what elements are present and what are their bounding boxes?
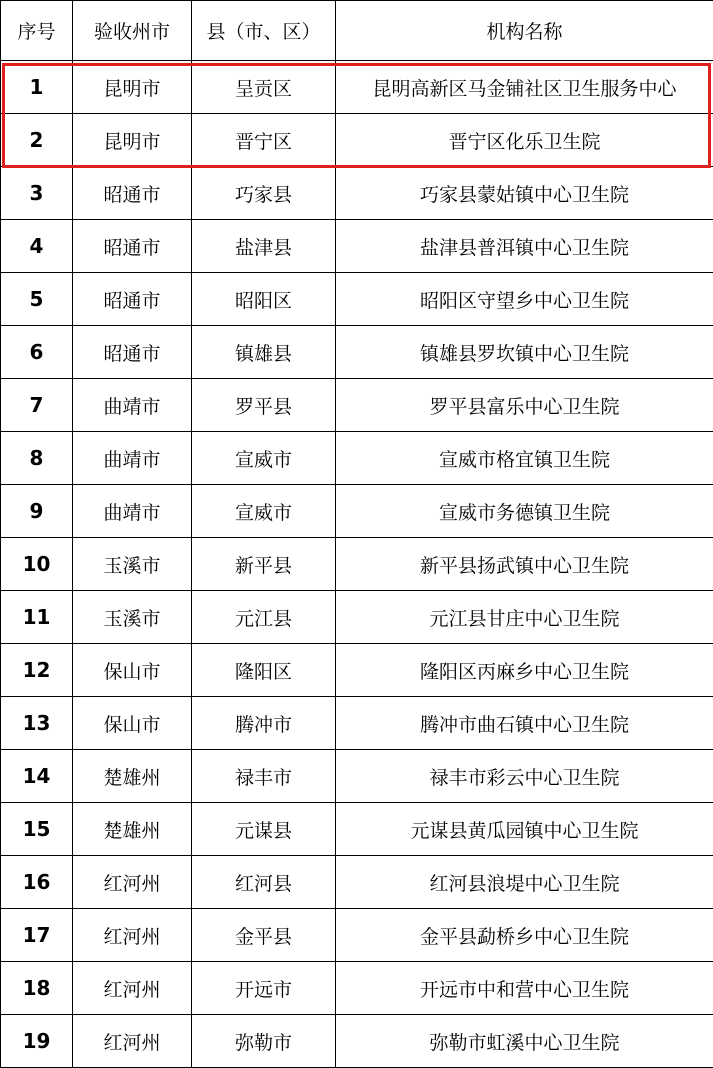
cell-acceptance-city: 玉溪市 — [73, 538, 192, 591]
cell-serial-number: 9 — [1, 485, 73, 538]
cell-county: 宣威市 — [192, 432, 336, 485]
cell-acceptance-city: 昭通市 — [73, 326, 192, 379]
cell-county: 盐津县 — [192, 220, 336, 273]
table-row — [1, 697, 713, 750]
table-row — [1, 591, 713, 644]
cell-acceptance-city: 昭通市 — [73, 220, 192, 273]
cell-acceptance-city: 曲靖市 — [73, 379, 192, 432]
table-row — [1, 326, 713, 379]
cell-institution-name: 新平县扬武镇中心卫生院 — [336, 538, 713, 591]
cell-county: 元江县 — [192, 591, 336, 644]
cell-institution-name: 昆明高新区马金铺社区卫生服务中心 — [336, 61, 713, 114]
cell-county: 昭阳区 — [192, 273, 336, 326]
cell-serial-number: 14 — [1, 750, 73, 803]
cell-institution-name: 弥勒市虹溪中心卫生院 — [336, 1015, 713, 1068]
cell-county: 腾冲市 — [192, 697, 336, 750]
table-row — [1, 803, 713, 856]
cell-serial-number: 1 — [1, 61, 73, 114]
table-row — [1, 432, 713, 485]
header-institution-name: 机构名称 — [336, 1, 713, 61]
cell-institution-name: 金平县勐桥乡中心卫生院 — [336, 909, 713, 962]
cell-county: 宣威市 — [192, 485, 336, 538]
cell-county: 巧家县 — [192, 167, 336, 220]
cell-serial-number: 19 — [1, 1015, 73, 1068]
cell-serial-number: 7 — [1, 379, 73, 432]
table-row — [1, 644, 713, 697]
cell-institution-name: 红河县浪堤中心卫生院 — [336, 856, 713, 909]
cell-serial-number: 13 — [1, 697, 73, 750]
cell-acceptance-city: 曲靖市 — [73, 485, 192, 538]
cell-acceptance-city: 昭通市 — [73, 273, 192, 326]
cell-serial-number: 5 — [1, 273, 73, 326]
cell-county: 隆阳区 — [192, 644, 336, 697]
cell-serial-number: 4 — [1, 220, 73, 273]
cell-acceptance-city: 楚雄州 — [73, 750, 192, 803]
cell-institution-name: 盐津县普洱镇中心卫生院 — [336, 220, 713, 273]
header-serial-number: 序号 — [1, 1, 73, 61]
table-row — [1, 167, 713, 220]
cell-institution-name: 元江县甘庄中心卫生院 — [336, 591, 713, 644]
cell-institution-name: 宣威市格宜镇卫生院 — [336, 432, 713, 485]
cell-county: 开远市 — [192, 962, 336, 1015]
cell-acceptance-city: 红河州 — [73, 1015, 192, 1068]
table-row — [1, 962, 713, 1015]
cell-serial-number: 2 — [1, 114, 73, 167]
table-row — [1, 538, 713, 591]
cell-institution-name: 腾冲市曲石镇中心卫生院 — [336, 697, 713, 750]
cell-county: 镇雄县 — [192, 326, 336, 379]
cell-county: 新平县 — [192, 538, 336, 591]
table-row — [1, 379, 713, 432]
table-row — [1, 61, 713, 114]
table-row — [1, 220, 713, 273]
cell-serial-number: 18 — [1, 962, 73, 1015]
cell-institution-name: 隆阳区丙麻乡中心卫生院 — [336, 644, 713, 697]
cell-institution-name: 昭阳区守望乡中心卫生院 — [336, 273, 713, 326]
cell-serial-number: 12 — [1, 644, 73, 697]
cell-serial-number: 8 — [1, 432, 73, 485]
cell-acceptance-city: 红河州 — [73, 962, 192, 1015]
cell-institution-name: 禄丰市彩云中心卫生院 — [336, 750, 713, 803]
cell-acceptance-city: 昭通市 — [73, 167, 192, 220]
cell-institution-name: 巧家县蒙姑镇中心卫生院 — [336, 167, 713, 220]
header-county: 县（市、区） — [192, 1, 336, 61]
cell-serial-number: 16 — [1, 856, 73, 909]
cell-county: 呈贡区 — [192, 61, 336, 114]
cell-county: 弥勒市 — [192, 1015, 336, 1068]
cell-serial-number: 10 — [1, 538, 73, 591]
cell-serial-number: 17 — [1, 909, 73, 962]
cell-acceptance-city: 保山市 — [73, 697, 192, 750]
cell-acceptance-city: 保山市 — [73, 644, 192, 697]
table-header-row — [1, 1, 713, 61]
cell-serial-number: 11 — [1, 591, 73, 644]
cell-institution-name: 镇雄县罗坎镇中心卫生院 — [336, 326, 713, 379]
cell-institution-name: 开远市中和营中心卫生院 — [336, 962, 713, 1015]
cell-acceptance-city: 昆明市 — [73, 114, 192, 167]
cell-acceptance-city: 曲靖市 — [73, 432, 192, 485]
cell-acceptance-city: 楚雄州 — [73, 803, 192, 856]
cell-institution-name: 宣威市务德镇卫生院 — [336, 485, 713, 538]
cell-county: 元谋县 — [192, 803, 336, 856]
cell-serial-number: 6 — [1, 326, 73, 379]
cell-institution-name: 罗平县富乐中心卫生院 — [336, 379, 713, 432]
cell-acceptance-city: 玉溪市 — [73, 591, 192, 644]
cell-county: 罗平县 — [192, 379, 336, 432]
cell-institution-name: 元谋县黄瓜园镇中心卫生院 — [336, 803, 713, 856]
cell-acceptance-city: 昆明市 — [73, 61, 192, 114]
cell-county: 禄丰市 — [192, 750, 336, 803]
table-row — [1, 1015, 713, 1068]
table-row — [1, 856, 713, 909]
cell-institution-name: 晋宁区化乐卫生院 — [336, 114, 713, 167]
table-row — [1, 750, 713, 803]
table-row — [1, 273, 713, 326]
cell-county: 红河县 — [192, 856, 336, 909]
table-row — [1, 485, 713, 538]
cell-acceptance-city: 红河州 — [73, 856, 192, 909]
cell-county: 金平县 — [192, 909, 336, 962]
cell-serial-number: 15 — [1, 803, 73, 856]
cell-county: 晋宁区 — [192, 114, 336, 167]
cell-acceptance-city: 红河州 — [73, 909, 192, 962]
cell-serial-number: 3 — [1, 167, 73, 220]
header-acceptance-city: 验收州市 — [73, 1, 192, 61]
table-row — [1, 114, 713, 167]
table-body — [1, 1, 713, 1068]
table-row — [1, 909, 713, 962]
